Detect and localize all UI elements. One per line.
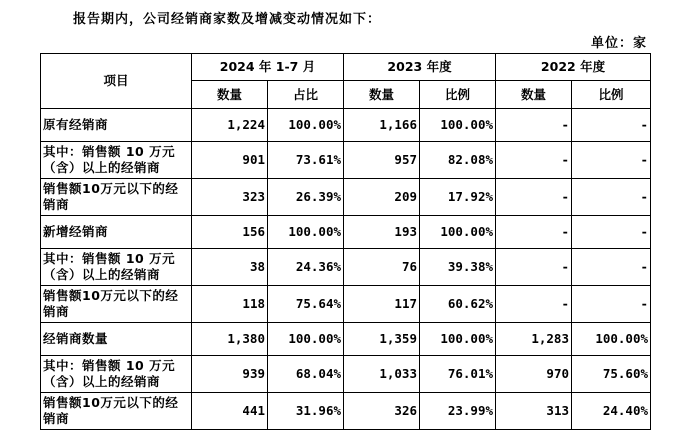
header-metric: 比例 bbox=[420, 81, 496, 109]
row-label: 新增经销商 bbox=[41, 216, 192, 249]
row-label: 销售额10万元以下的经销商 bbox=[41, 286, 192, 323]
table-cell: 100.00% bbox=[420, 323, 496, 356]
table-cell: 17.92% bbox=[420, 179, 496, 216]
table-row bbox=[41, 393, 651, 430]
table-cell: 939 bbox=[192, 356, 268, 393]
table-row bbox=[41, 179, 651, 216]
table-cell: 24.40% bbox=[572, 393, 651, 430]
table-cell: 156 bbox=[192, 216, 268, 249]
table-cell: - bbox=[572, 216, 651, 249]
table-cell: 209 bbox=[344, 179, 420, 216]
table-cell: - bbox=[496, 109, 572, 142]
table-body bbox=[41, 109, 651, 430]
table-cell: 323 bbox=[192, 179, 268, 216]
table-cell: 73.61% bbox=[268, 142, 344, 179]
table-cell: 75.64% bbox=[268, 286, 344, 323]
table-cell: 68.04% bbox=[268, 356, 344, 393]
table-cell: 31.96% bbox=[268, 393, 344, 430]
table-cell: 38 bbox=[192, 249, 268, 286]
table-cell: 901 bbox=[192, 142, 268, 179]
table-cell: 100.00% bbox=[420, 109, 496, 142]
header-metric: 数量 bbox=[496, 81, 572, 109]
unit-label: 单位：家 bbox=[590, 36, 647, 51]
table-cell: 24.36% bbox=[268, 249, 344, 286]
table-cell: - bbox=[572, 179, 651, 216]
row-label: 原有经销商 bbox=[41, 109, 192, 142]
table-cell: 26.39% bbox=[268, 179, 344, 216]
table-cell: 39.38% bbox=[420, 249, 496, 286]
header-row-periods bbox=[41, 54, 651, 81]
row-label: 销售额10万元以下的经销商 bbox=[41, 179, 192, 216]
table-cell: 100.00% bbox=[268, 216, 344, 249]
table-cell: 313 bbox=[496, 393, 572, 430]
table-cell: - bbox=[496, 286, 572, 323]
table-cell: 1,380 bbox=[192, 323, 268, 356]
table-cell: 100.00% bbox=[572, 323, 651, 356]
table-row bbox=[41, 323, 651, 356]
table-cell: - bbox=[496, 142, 572, 179]
dealer-table bbox=[40, 53, 651, 430]
table-cell: 970 bbox=[496, 356, 572, 393]
table-cell: - bbox=[572, 249, 651, 286]
table-cell: 441 bbox=[192, 393, 268, 430]
row-label: 其中：销售额 10 万元（含）以上的经销商 bbox=[41, 249, 192, 286]
table-cell: 957 bbox=[344, 142, 420, 179]
table-cell: 1,033 bbox=[344, 356, 420, 393]
table-row bbox=[41, 142, 651, 179]
table-cell: - bbox=[496, 179, 572, 216]
row-label: 其中：销售额 10 万元（含）以上的经销商 bbox=[41, 356, 192, 393]
table-cell: 1,283 bbox=[496, 323, 572, 356]
table-cell: 60.62% bbox=[420, 286, 496, 323]
table-cell: 193 bbox=[344, 216, 420, 249]
table-row bbox=[41, 216, 651, 249]
table-cell: 1,224 bbox=[192, 109, 268, 142]
header-metric: 数量 bbox=[192, 81, 268, 109]
table-cell: 1,166 bbox=[344, 109, 420, 142]
table-cell: - bbox=[572, 142, 651, 179]
table-row bbox=[41, 249, 651, 286]
row-label: 销售额10万元以下的经销商 bbox=[41, 393, 192, 430]
table-cell: 1,359 bbox=[344, 323, 420, 356]
header-metric: 比例 bbox=[572, 81, 651, 109]
header-period-2022: 2022 年度 bbox=[496, 54, 651, 81]
header-period-2023: 2023 年度 bbox=[344, 54, 496, 81]
header-period-2024: 2024 年 1-7 月 bbox=[192, 54, 344, 81]
table-cell: 100.00% bbox=[268, 323, 344, 356]
header-metric: 占比 bbox=[268, 81, 344, 109]
header-metric: 数量 bbox=[344, 81, 420, 109]
table-cell: 76.01% bbox=[420, 356, 496, 393]
table-row bbox=[41, 356, 651, 393]
table-cell: 326 bbox=[344, 393, 420, 430]
intro-text: 报告期内，公司经销商家数及增减变动情况如下： bbox=[73, 12, 382, 27]
table-cell: - bbox=[496, 216, 572, 249]
table-cell: 82.08% bbox=[420, 142, 496, 179]
row-label: 经销商数量 bbox=[41, 323, 192, 356]
table-cell: 76 bbox=[344, 249, 420, 286]
table-cell: - bbox=[496, 249, 572, 286]
table-cell: 117 bbox=[344, 286, 420, 323]
table-cell: - bbox=[572, 109, 651, 142]
table-cell: 118 bbox=[192, 286, 268, 323]
row-label: 其中：销售额 10 万元（含）以上的经销商 bbox=[41, 142, 192, 179]
table-cell: - bbox=[572, 286, 651, 323]
table-cell: 23.99% bbox=[420, 393, 496, 430]
table-cell: 100.00% bbox=[420, 216, 496, 249]
table-cell: 100.00% bbox=[268, 109, 344, 142]
table-row bbox=[41, 109, 651, 142]
table-row bbox=[41, 286, 651, 323]
header-item: 项目 bbox=[41, 54, 192, 109]
table-cell: 75.60% bbox=[572, 356, 651, 393]
